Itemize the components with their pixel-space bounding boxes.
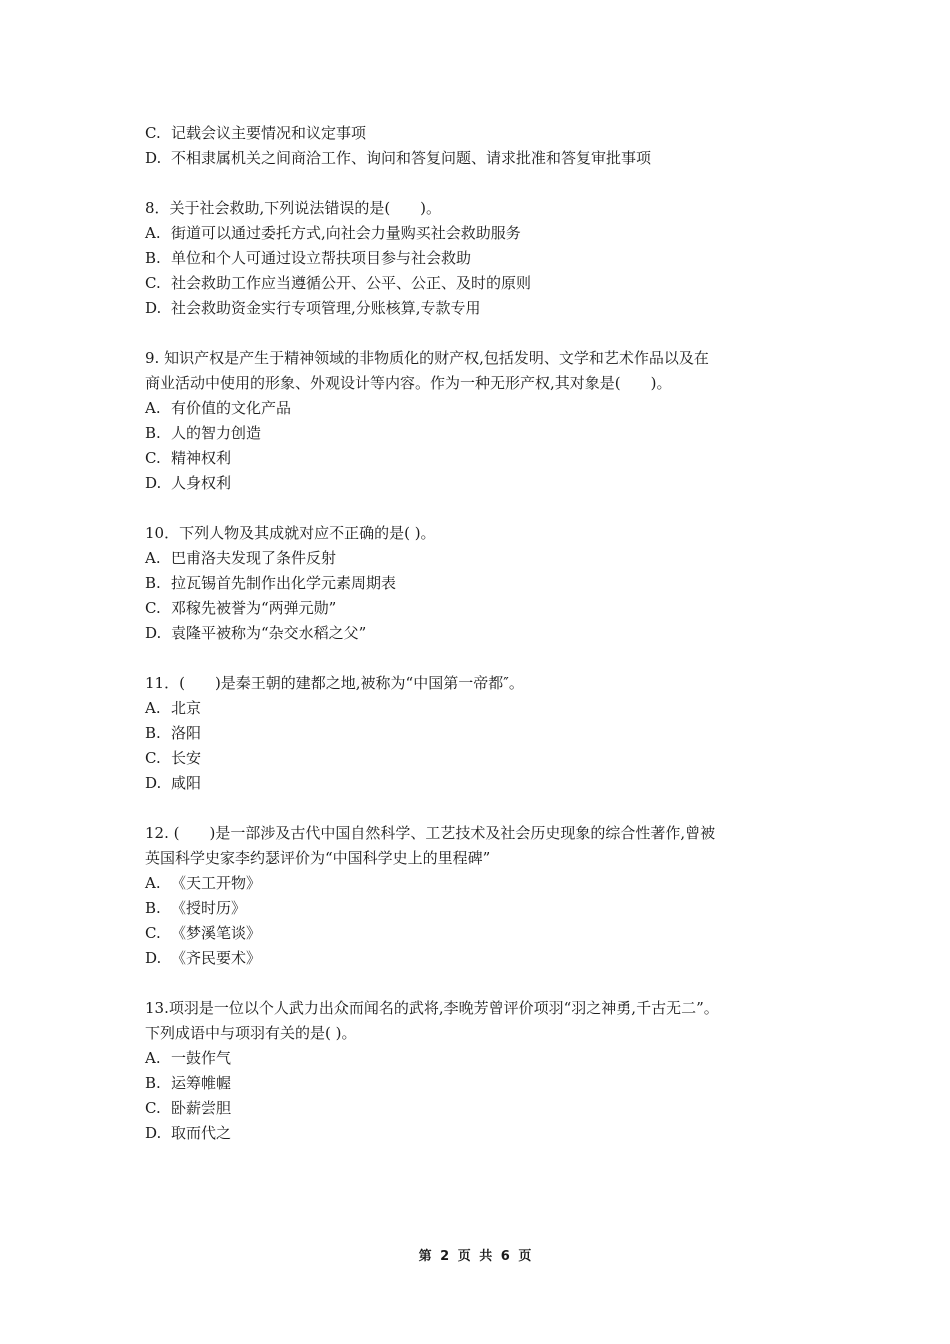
- option-line: [145, 946, 815, 971]
- option-letter: D.: [145, 624, 162, 642]
- option-text: 单位和个人可通过设立帮扶项目参与社会救助: [171, 249, 472, 267]
- question-stem: 下列成语中与项羽有关的是( )。: [145, 1024, 357, 1042]
- option-text: 人的智力创造: [171, 424, 262, 442]
- option-line: [145, 1071, 815, 1096]
- option-letter: B.: [145, 574, 161, 592]
- option-text: 取而代之: [171, 1124, 232, 1142]
- question-9: [145, 346, 815, 496]
- option-line: [145, 571, 815, 596]
- option-letter: A.: [145, 699, 161, 717]
- option-letter: D.: [145, 149, 162, 167]
- option-letter: C.: [145, 1099, 161, 1117]
- question-11: [145, 671, 815, 796]
- option-letter: D.: [145, 774, 162, 792]
- option-line: [145, 921, 815, 946]
- option-letter: A.: [145, 224, 161, 242]
- option-line: [145, 296, 815, 321]
- question-stem: 11．( )是秦王朝的建都之地,被称为“中国第一帝都″。: [145, 674, 524, 692]
- option-text: 长安: [171, 749, 202, 767]
- option-line: [145, 396, 815, 421]
- option-letter: B.: [145, 424, 161, 442]
- question-stem: 商业活动中使用的形象、外观设计等内容。作为一种无形产权,其对象是( )。: [145, 374, 672, 392]
- page-content: [145, 121, 815, 1171]
- option-line: [145, 596, 815, 621]
- option-text: 咸阳: [171, 774, 202, 792]
- option-text: 人身权利: [171, 474, 232, 492]
- option-letter: A.: [145, 874, 161, 892]
- option-letter: A.: [145, 399, 161, 417]
- option-text: 记载会议主要情况和议定事项: [171, 124, 367, 142]
- option-line: [145, 146, 815, 171]
- option-letter: D.: [145, 474, 162, 492]
- option-letter: A.: [145, 1049, 161, 1067]
- option-letter: C.: [145, 749, 161, 767]
- option-letter: C.: [145, 274, 161, 292]
- option-letter: B.: [145, 724, 161, 742]
- question-stem: 8．关于社会救助,下列说法错误的是( )。: [145, 199, 442, 217]
- question-stem: 12. ( )是一部涉及古代中国自然科学、工艺技术及社会历史现象的综合性著作,曾被: [145, 824, 716, 842]
- option-letter: D.: [145, 1124, 162, 1142]
- question-stem: 9. 知识产权是产生于精神领域的非物质化的财产权,包括发明、文学和艺术作品以及在: [145, 349, 709, 367]
- option-line: [145, 446, 815, 471]
- option-text: 《齐民要术》: [171, 949, 262, 967]
- option-letter: B.: [145, 899, 161, 917]
- option-text: 巴甫洛夫发现了条件反射: [171, 549, 337, 567]
- question-13: [145, 996, 815, 1146]
- question-12: [145, 821, 815, 971]
- question-10: [145, 521, 815, 646]
- option-line: [145, 471, 815, 496]
- option-text: 卧薪尝胆: [171, 1099, 232, 1117]
- option-letter: A.: [145, 549, 161, 567]
- option-line: [145, 246, 815, 271]
- option-text: 《授时历》: [171, 899, 247, 917]
- page-number-footer: 第 2 页 共 6 页: [418, 1249, 532, 1264]
- option-letter: B.: [145, 249, 161, 267]
- option-letter: C.: [145, 449, 161, 467]
- option-line: [145, 1096, 815, 1121]
- option-line: [145, 1046, 815, 1071]
- question-8: [145, 196, 815, 321]
- option-text: 有价值的文化产品: [171, 399, 292, 417]
- option-letter: D.: [145, 949, 162, 967]
- option-line: [145, 121, 815, 146]
- option-text: 不相隶属机关之间商洽工作、询问和答复问题、请求批准和答复审批事项: [171, 149, 652, 167]
- option-line: [145, 771, 815, 796]
- option-text: 拉瓦锡首先制作出化学元素周期表: [171, 574, 397, 592]
- option-text: 袁隆平被称为“杂交水稻之父”: [171, 624, 367, 642]
- question-stem: 10．下列人物及其成就对应不正确的是( )。: [145, 524, 436, 542]
- option-text: 社会救助工作应当遵循公开、公平、公正、及时的原则: [171, 274, 532, 292]
- carryover-options: [145, 121, 815, 171]
- option-text: 街道可以通过委托方式,向社会力量购买社会救助服务: [171, 224, 521, 242]
- option-line: [145, 546, 815, 571]
- option-letter: C.: [145, 599, 161, 617]
- question-stem: 英国科学史家李约瑟评价为“中国科学史上的里程碑”: [145, 849, 491, 867]
- option-letter: C.: [145, 924, 161, 942]
- option-letter: D.: [145, 299, 162, 317]
- option-line: [145, 271, 815, 296]
- option-line: [145, 871, 815, 896]
- option-line: [145, 696, 815, 721]
- option-letter: C.: [145, 124, 161, 142]
- option-text: 《天工开物》: [171, 874, 262, 892]
- option-text: 邓稼先被誉为“两弹元勋”: [171, 599, 337, 617]
- option-text: 洛阳: [171, 724, 202, 742]
- option-line: [145, 721, 815, 746]
- option-line: [145, 746, 815, 771]
- option-line: [145, 221, 815, 246]
- option-text: 《梦溪笔谈》: [171, 924, 262, 942]
- option-text: 一鼓作气: [171, 1049, 232, 1067]
- option-text: 精神权利: [171, 449, 232, 467]
- option-line: [145, 421, 815, 446]
- option-line: [145, 621, 815, 646]
- option-text: 社会救助资金实行专项管理,分账核算,专款专用: [171, 299, 481, 317]
- option-line: [145, 1121, 815, 1146]
- option-line: [145, 896, 815, 921]
- option-text: 北京: [171, 699, 202, 717]
- question-stem: 13.项羽是一位以个人武力出众而闻名的武将,李晚芳曾评价项羽“羽之神勇,千古无二”。: [145, 999, 719, 1017]
- option-letter: B.: [145, 1074, 161, 1092]
- option-text: 运筹帷幄: [171, 1074, 232, 1092]
